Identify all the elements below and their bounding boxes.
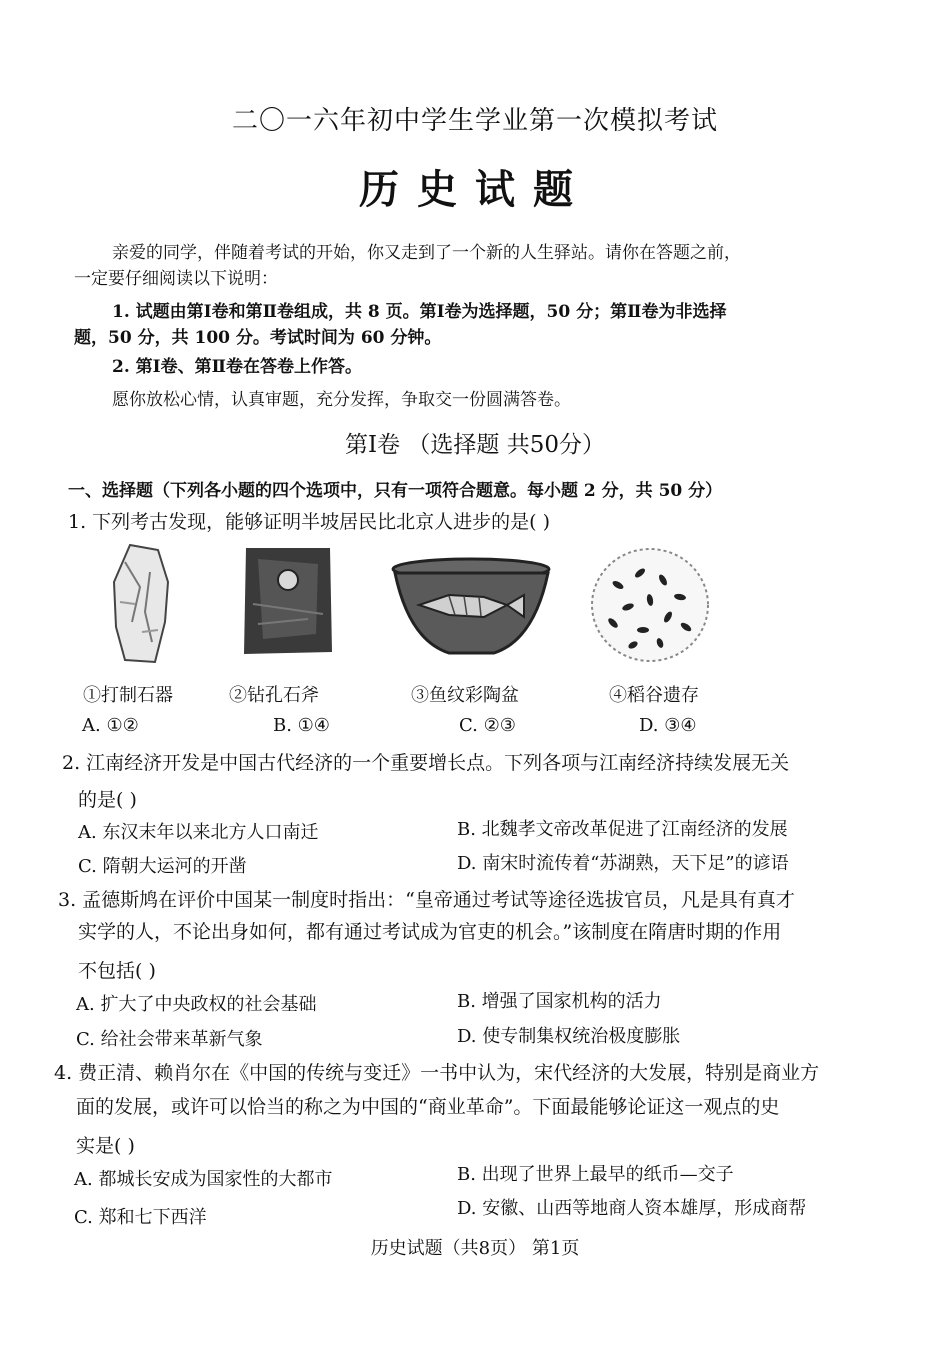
subject-title: 历史试题 [359,166,591,213]
q1-stem: 1. 下列考古发现，能够证明半坡居民比北京人进步的是( ) [68,511,551,533]
q3-option-a: A. 扩大了中央政权的社会基础 [76,994,317,1015]
q1-option-a: A. ①② [82,715,139,736]
q3-stem-line-1: 3. 孟德斯鸠在评价中国某一制度时指出：“皇帝通过考试等途径选拔官员，凡是具有真才 [58,889,795,911]
stone-tool-image [110,542,175,667]
q4-stem-line-2: 面的发展，或许可以恰当的称之为中国的“商业革命”。下面最能够论证这一观点的史 [76,1096,780,1118]
q4-option-b: B. 出现了世界上最早的纸币—交子 [457,1164,734,1185]
q1-caption-3: ③鱼纹彩陶盆 [411,685,519,706]
page-footer: 历史试题（共8页） 第1页 [370,1238,580,1259]
q4-option-c: C. 郑和七下西洋 [74,1207,207,1228]
fish-pattern-basin-image [389,555,554,660]
rule-1-line-1: 1. 试题由第Ⅰ卷和第Ⅱ卷组成，共 8 页。第Ⅰ卷为选择题，50 分；第Ⅱ卷为非选择 [112,302,727,322]
q1-option-d: D. ③④ [639,715,697,736]
q2-stem-line-2: 的是( ) [78,789,137,811]
rule-1-line-2: 题，50 分，共 100 分。考试时间为 60 分钟。 [74,328,442,348]
q4-stem-line-3: 实是( ) [76,1135,135,1157]
q3-option-b: B. 增强了国家机构的活力 [457,991,662,1012]
q1-caption-4: ④稻谷遗存 [609,685,699,706]
q1-caption-2: ②钻孔石斧 [229,685,319,706]
rice-grain-remains-image [588,545,712,665]
exam-title: 二〇一六年初中学生学业第一次模拟考试 [231,106,718,136]
q2-option-a: A. 东汉末年以来北方人口南迁 [78,822,319,843]
q3-stem-line-2: 实学的人，不论出身如何，都有通过考试成为官吏的机会。”该制度在隋唐时期的作用 [78,921,782,943]
intro-line-2: 一定要仔细阅读以下说明： [74,269,278,289]
q3-option-d: D. 使专制集权统治极度膨胀 [457,1026,681,1047]
q3-option-c: C. 给社会带来革新气象 [76,1029,263,1050]
drilled-axe-image [238,544,338,659]
q1-caption-1: ①打制石器 [83,685,173,706]
q3-stem-line-3: 不包括( ) [78,960,156,982]
q4-option-a: A. 都城长安成为国家性的大都市 [74,1169,333,1190]
section-title: 第Ⅰ卷 （选择题 共50分） [345,432,605,458]
rule-2: 2. 第Ⅰ卷、第Ⅱ卷在答卷上作答。 [112,357,362,377]
section-instruction: 一、选择题（下列各小题的四个选项中，只有一项符合题意。每小题 2 分，共 50 分） [68,481,723,501]
q2-option-b: B. 北魏孝文帝改革促进了江南经济的发展 [457,819,788,840]
q2-option-c: C. 隋朝大运河的开凿 [78,856,247,877]
intro-line-1: 亲爱的同学，伴随着考试的开始，你又走到了一个新的人生驿站。请你在答题之前， [112,243,741,263]
intro-wish: 愿你放松心情，认真审题，充分发挥，争取交一份圆满答卷。 [112,390,571,410]
q2-option-d: D. 南宋时流传着“苏湖熟，天下足”的谚语 [457,853,789,874]
q4-option-d: D. 安徽、山西等地商人资本雄厚，形成商帮 [457,1198,807,1219]
q4-stem-line-1: 4. 费正清、赖肖尔在《中国的传统与变迁》一书中认为，宋代经济的大发展，特别是商业方 [54,1062,820,1084]
q2-stem-line-1: 2. 江南经济开发是中国古代经济的一个重要增长点。下列各项与江南经济持续发展无关 [62,752,790,774]
q1-option-b: B. ①④ [273,715,330,736]
q1-option-c: C. ②③ [459,715,516,736]
